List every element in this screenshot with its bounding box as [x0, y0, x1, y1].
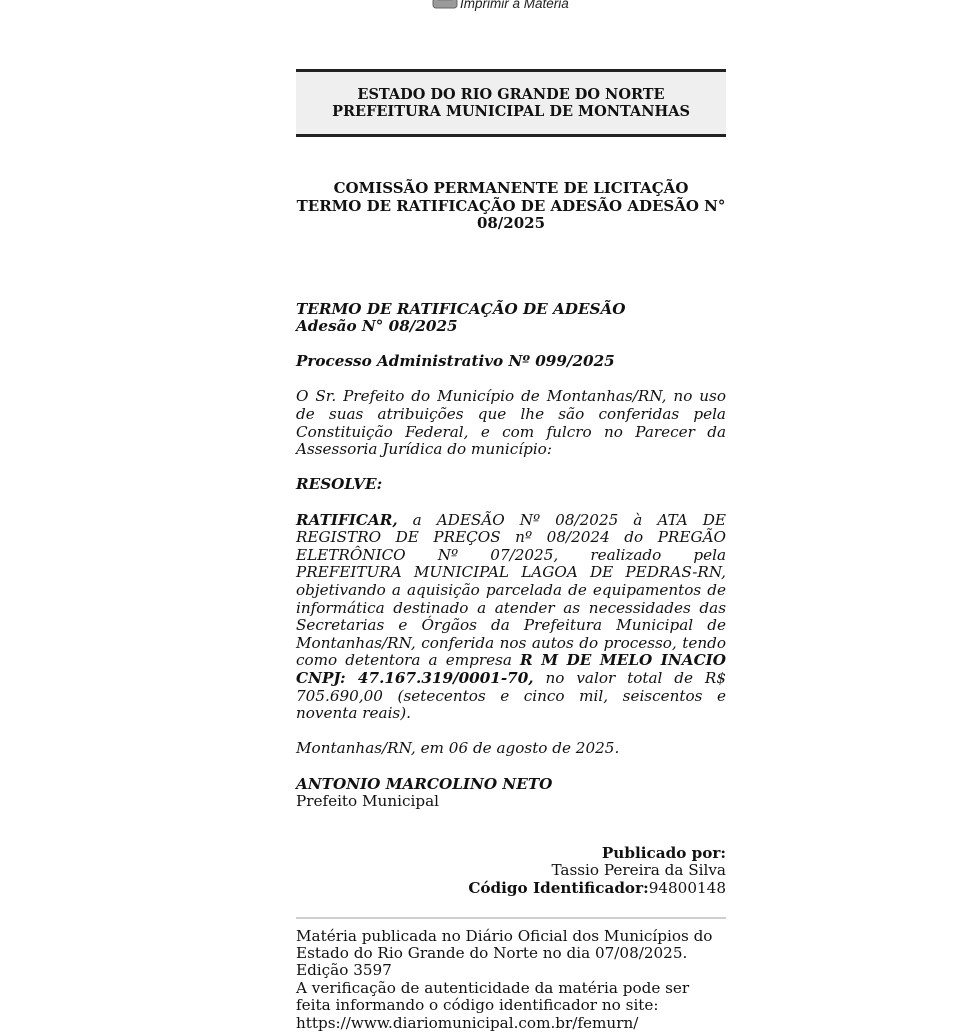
- identifier-code-label: Código Identificador:: [468, 878, 649, 897]
- identifier-code: [296, 880, 726, 898]
- identifier-code-value: 94800148: [648, 878, 726, 897]
- title-line-2: TERMO DE RATIFICAÇÃO DE ADESÃO ADESÃO N°: [296, 196, 726, 215]
- footer-verification-note: A verificação de autenticidade da matéria pode ser feita informando o código identificador no site:: [296, 978, 690, 1015]
- title-line-1: COMISSÃO PERMANENTE DE LICITAÇÃO: [333, 179, 689, 197]
- document-title: [296, 180, 726, 233]
- document-body: [296, 301, 726, 811]
- header-state: ESTADO DO RIO GRANDE DO NORTE: [357, 86, 665, 103]
- ratificar-word: RATIFICAR,: [296, 510, 398, 529]
- adesao-number: Adesão N° 08/2025: [296, 317, 458, 336]
- signer-name: ANTONIO MARCOLINO NETO: [296, 774, 553, 793]
- intro-paragraph: O Sr. Prefeito do Município de Montanhas/RN, no uso de suas atribuições que lhe são conferidas pela Constituição Federal, e com fulcro no Parecer da Assessoria Jurídica do município:: [296, 387, 726, 459]
- date-line: Montanhas/RN, em 06 de agosto de 2025.: [296, 739, 620, 758]
- document: [296, 69, 726, 1032]
- publication-footer: [296, 928, 726, 1032]
- company-name: R M DE MELO INACIO CNPJ: 47.167.319/0001-70,: [296, 651, 726, 687]
- header-prefecture: PREFEITURA MUNICIPAL DE MONTANHAS: [332, 103, 690, 120]
- footer-url-link[interactable]: https://www.diariomunicipal.com.br/femurn/: [296, 1013, 639, 1032]
- ratification-value: no valor total de R$ 705.690,00 (setecentos e cinco mil, seiscentos e noventa reais).: [296, 668, 727, 723]
- ratification-text: a ADESÃO Nº 08/2025 à ATA DE REGISTRO DE PREÇOS nº 08/2024 do PREGÃO ELETRÔNICO Nº 07/2025, realizado pela PREFEITURA MUNICIPAL LAGOA DE PEDRAS-RN, objetivando a aquisição parcelada de equipamentos de informática destinado a atender as necessidades das Secretarias e Órgãos da Prefeitura Municipal de Montanhas/RN, conferida nos autos do processo, tendo como detentora a empresa: [296, 510, 726, 670]
- footer-publication-note: Matéria publicada no Diário Oficial dos Municípios do Estado do Rio Grande do Norte no dia 07/08/2025. Edição 3597: [296, 926, 713, 980]
- document-header: [296, 69, 726, 137]
- print-article-link[interactable]: [432, 0, 569, 11]
- publisher-name: Tassio Pereira da Silva: [551, 861, 726, 880]
- publication-info: [296, 845, 726, 898]
- ratification-paragraph: [296, 512, 726, 723]
- print-article-label[interactable]: Imprimir a Matéria: [460, 0, 569, 11]
- term-title: TERMO DE RATIFICAÇÃO DE ADESÃO: [296, 299, 626, 318]
- title-line-3: 08/2025: [476, 214, 546, 232]
- signer-role: Prefeito Municipal: [296, 792, 439, 811]
- divider: [296, 917, 726, 919]
- published-by-label: Publicado por:: [601, 843, 726, 862]
- process-number: Processo Administrativo Nº 099/2025: [296, 352, 615, 371]
- resolve-heading: RESOLVE:: [296, 475, 383, 494]
- printer-icon[interactable]: [432, 0, 458, 9]
